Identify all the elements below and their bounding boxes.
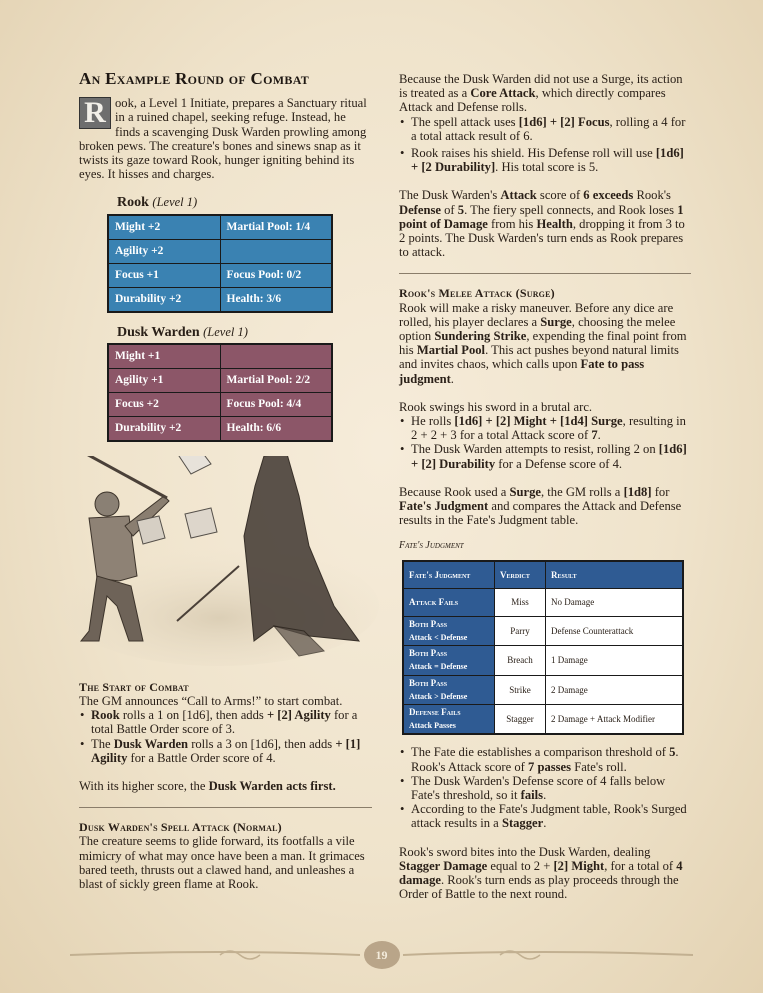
fate-header-row [403,561,683,589]
fate-condition-detail: Attack > Defense [409,691,468,701]
fate-verdict: Breach [495,646,546,675]
fate-result: No Damage [546,588,684,616]
spell-heading: Dusk Warden's Spell Attack (Normal) [79,820,282,835]
page-footer [70,945,693,965]
spell-result-paragraph: The Dusk Warden's Attack score of 6 exceeds Rook's Defense of 5. The fiery spell connects, and Rook loses 1 point of Damage from his Health, dropping it from 3 to 2 points. The Dusk Warden's turn ends as Rook prepares to attack. [399,188,685,260]
stat-cell: Martial Pool: 1/4 [220,215,332,240]
fate-result: 2 Damage + Attack Modifier [546,704,684,734]
list-item: • He rolls [1d6] + [2] Might + [1d4] Surge, resulting in 2 + 2 + 3 for a total Attack score of 7. [411,414,691,442]
list-item: • The spell attack uses [1d6] + [2] Focus, rolling a 4 for a total attack result of 6. [411,115,691,143]
fate-condition-label: Both Pass [409,677,448,688]
fate-verdict: Miss [495,588,546,616]
fate-condition-label: Both Pass [409,618,448,629]
stat-row [108,392,332,416]
list-item: • The Dusk Warden's Defense score of 4 falls below Fate's threshold, so it fails. [411,774,691,802]
stat-cell: Durability +2 [108,416,220,441]
warden-stat-title: Dusk Warden (Level 1) [117,324,248,340]
fate-condition-label: Defense Fails [409,706,461,717]
fate-row [403,704,683,734]
stat-cell: Focus Pool: 4/4 [220,392,332,416]
melee-heading: Rook's Melee Attack (Surge) [399,286,555,301]
stat-cell: Health: 3/6 [220,287,332,312]
fate-judgment-table [402,560,684,736]
list-item: • Rook raises his shield. His Defense roll will use [1d6] + [2 Durability]. His total score is 5. [411,146,691,174]
fate-condition [403,588,495,616]
divider [399,273,691,274]
swing-text: Rook swings his sword in a brutal arc. [399,399,593,414]
left-column [79,69,372,892]
list-item: • The Fate die establishes a comparison threshold of 5. Rook's Attack score of 7 passes Fate's roll. [411,745,691,773]
fate-verdict: Strike [495,675,546,704]
divider [79,807,372,808]
surge-paragraph: Rook will make a risky maneuver. Before any dice are rolled, his player declares a Surge, choosing the melee option Sundering Strike, expending the final point from his Martial Pool. This act pushes beyond natural limits and invites chaos, which calls upon Fate to pass judgment. [399,300,687,386]
combat-illustration [59,456,379,666]
fate-condition-label: Both Pass [409,648,448,659]
fate-condition [403,616,495,645]
drop-cap: R [79,97,111,129]
page-title: An Example Round of Combat [79,69,310,88]
fate-condition-detail: Attack = Defense [409,662,468,672]
stat-cell: Agility +2 [108,239,220,263]
stat-row [108,416,332,441]
fate-result: Defense Counterattack [546,616,684,645]
list-item: • Rook rolls a 1 on [1d6], then adds + [2] Agility for a total Battle Order score of 3. [91,708,372,736]
stat-cell: Martial Pool: 2/2 [220,368,332,392]
stat-row [108,368,332,392]
start-heading: The Start of Combat [79,679,189,694]
list-item: • The Dusk Warden rolls a 3 on [1d6], then adds + [1] Agility for a Battle Order score of 4. [91,737,372,765]
stat-cell: Durability +2 [108,287,220,312]
rook-stat-title: Rook (Level 1) [117,195,198,211]
stat-row [108,287,332,312]
ending-paragraph: Rook's sword bites into the Dusk Warden, dealing Stagger Damage equal to 2 + [2] Might, for a total of 4 damage. Rook's turn ends as play proceeds through the Order of Battle to the next round. [399,844,683,902]
fate-condition [403,704,495,734]
stat-cell: Focus Pool: 0/2 [220,263,332,287]
stat-cell: Focus +1 [108,263,220,287]
stat-cell: Focus +2 [108,392,220,416]
warden-stat-table [107,343,333,442]
stat-row [108,344,332,369]
fate-row [403,646,683,675]
fate-condition-detail: Attack Passes [409,721,456,731]
fate-row [403,616,683,645]
list-item: • The Dusk Warden attempts to resist, rolling 2 on [1d6] + [2] Durability for a Defense score of 4. [411,442,691,470]
stat-row [108,215,332,240]
intro-paragraph: R ook, a Level 1 Initiate, prepares a Sanctuary ritual in a ruined chapel, seeking refuge. Instead, he finds a scavenging Dusk Warden prowling among broken pews. The creature's bones and sinews snap as it twists its gaze toward Rook, hunger igniting behind its eyes. It hisses and charges. [79,96,367,182]
stat-row [108,263,332,287]
fate-row [403,588,683,616]
spell-text: The creature seems to glide forward, its footfalls a vile mimicry of what may once have been a man. It grimaces bared teeth, thrusts out a clawed hand, and unleashes a blast of sickly green flame at Rook. [79,834,365,892]
list-item: • According to the Fate's Judgment table, Rook's Surged attack results in a Stagger. [411,802,691,830]
start-text: The GM announces “Call to Arms!” to start combat. [79,694,343,709]
fate-result: 2 Damage [546,675,684,704]
fate-row [403,675,683,704]
right-column [399,72,691,901]
stat-cell [220,239,332,263]
fate-result: 1 Damage [546,646,684,675]
start-result: With its higher score, the Dusk Warden acts first. [79,779,336,794]
fate-header-cell: Verdict [495,561,546,589]
fate-table-caption: Fate's Judgment [399,540,464,552]
melee-list [399,414,691,471]
fate-header-cell: Fate's Judgment [403,561,495,589]
stat-cell [220,344,332,369]
fate-condition [403,646,495,675]
fate-list [399,745,691,830]
fate-header-cell: Result [546,561,684,589]
core-attack-paragraph: Because the Dusk Warden did not use a Surge, its action is treated as a Core Attack, which directly compares Attack and Defense rolls. [399,72,683,115]
fate-paragraph: Because Rook used a Surge, the GM rolls a [1d8] for Fate's Judgment and compares the Attack and Defense results in the Fate's Judgment table. [399,484,682,528]
fate-verdict: Parry [495,616,546,645]
start-list [79,708,372,765]
fate-condition-detail: Attack < Defense [409,632,468,642]
fate-verdict: Stagger [495,704,546,734]
stat-cell: Health: 6/6 [220,416,332,441]
page-number: 19 [364,941,400,969]
stat-cell: Might +2 [108,215,220,240]
rook-stat-table [107,214,333,313]
fate-condition-label: Attack Fails [409,597,459,608]
fate-condition [403,675,495,704]
spell-list [399,115,691,175]
stat-cell: Agility +1 [108,368,220,392]
stat-cell: Might +1 [108,344,220,369]
stat-row [108,239,332,263]
